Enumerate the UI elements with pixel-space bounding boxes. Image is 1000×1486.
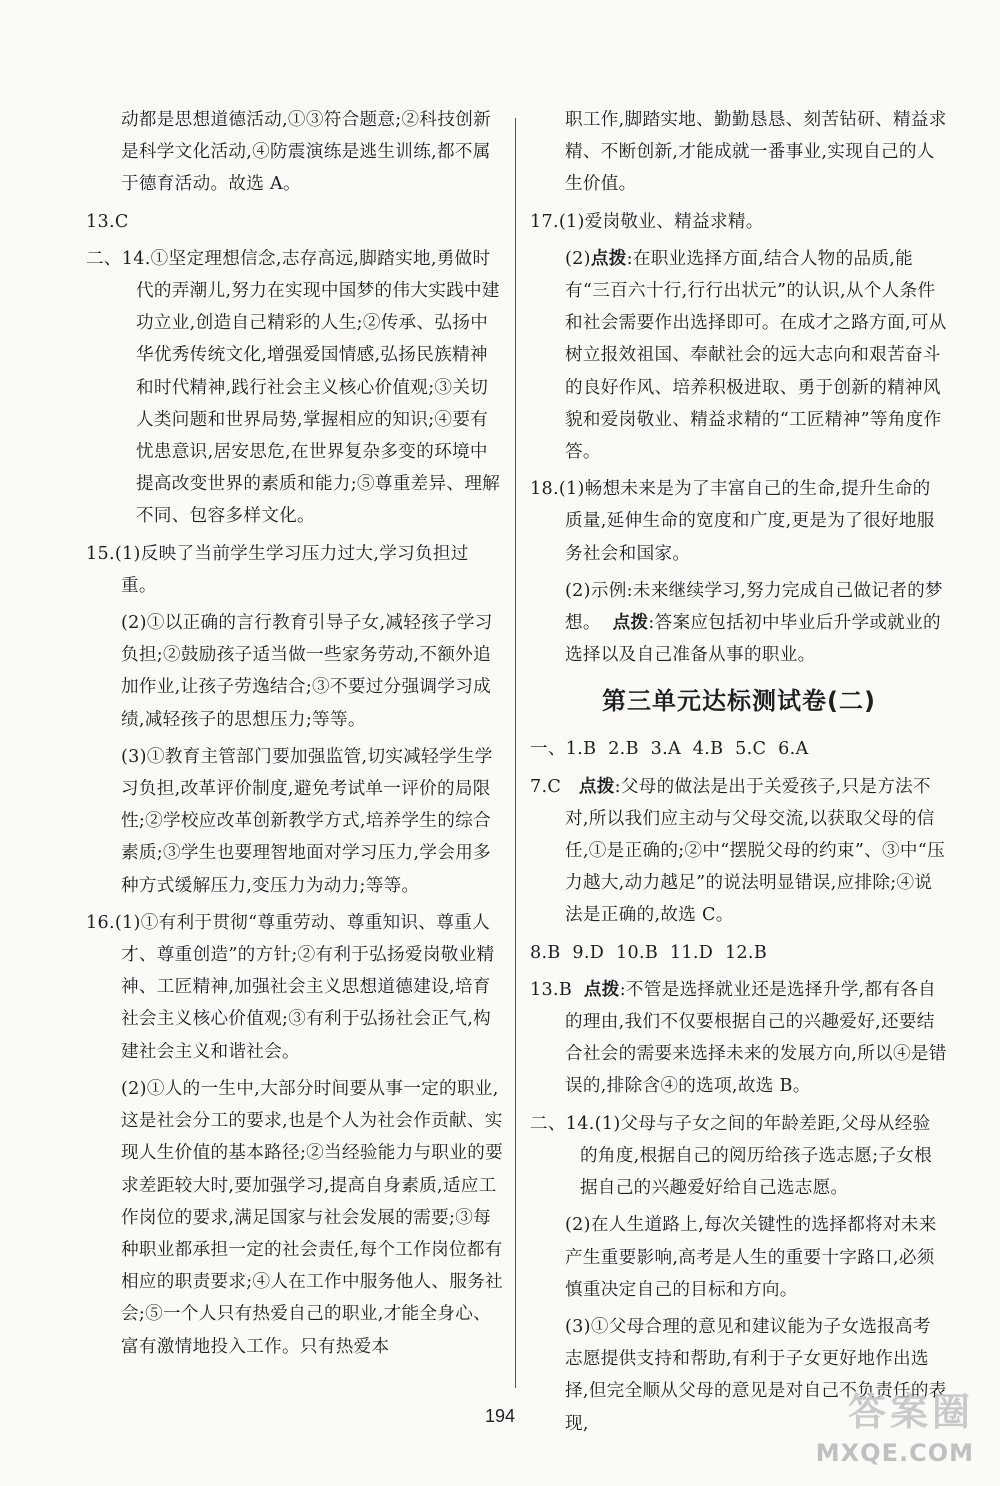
hint-label: 点拨 — [590, 247, 627, 269]
page-number: 194 — [484, 1406, 516, 1426]
answer-continuation: 动都是思想道德活动,①③符合题意;②科技创新是科学文化活动,④防震演练是逃生训练,都不属于德育活动。故选 A。 — [121, 110, 491, 195]
answer-16-1: 16.(1)①有利于贯彻“尊重劳动、尊重知识、尊重人才、尊重创造”的方针;②有利于弘扬爱岗敬业精神、工匠精神,加强社会主义思想道德建设,培育社会主义核心价值观;③有利于弘扬社会正气,构建社会主义和谐社会。 — [86, 912, 495, 1062]
answer-13: 13.C — [86, 211, 129, 232]
answer-17-2 — [530, 243, 948, 468]
answer-14: 二、14.①坚定理想信念,志存高远,脚踏实地,勇做时代的弄潮儿,努力在实现中国梦的伟大实践中建功立业,创造自己精彩的人生;②传承、弘扬中华优秀传统文化,增强爱国情感,弘扬民族精神和时代精神,践行社会主义核心价值观;③关切人类问题和世界局势,掌握相应的知识;④要有忧患意识,居安思危,在世界复杂多变的环境中提高改变世界的素质和能力;⑤尊重差异、理解不同、包容多样文化。 — [86, 248, 501, 527]
answer-15-1: 15.(1)反映了当前学生学习压力过大,学习负担过重。 — [86, 543, 469, 596]
answer-7 — [530, 771, 948, 932]
answer-13-num: 13.B — [530, 979, 573, 1000]
answer-18-2-tail: :答案应包括初中毕业后升学或就业的选择以及自己准备从事的职业。 — [565, 613, 941, 666]
answer-15-3: (3)①教育主管部门要加强监管,切实减轻学生学习负担,改革评价制度,避免考试单一评价的局限性;②学校应改革创新教学方式,培养学生的综合素质;③学生也要理智地面对学习压力,学会用多种方式缓解压力,变压力为动力;等等。 — [121, 746, 493, 896]
answer-17-2-text: :在职业选择方面,结合人物的品质,能有“三百六十行,行行出状元”的认识,从个人条件和社会需要作出选择即可。在成才之路方面,可从树立报效祖国、奉献社会的远大志向和艰苦奋斗的良好作风、培养积极进取、勇于创新的精神风貌和爱岗敬业、精益求精的“工匠精神”等角度作答。 — [565, 248, 947, 463]
answer-13-text: :不管是选择就业还是选择升学,都有各自的理由,我们不仅要根据自己的兴趣爱好,还要结合社会的需要来选择未来的发展方向,所以④是错误的,排除含④的选项,故选 B。 — [565, 979, 947, 1097]
answer-17-1: 17.(1)爱岗敬业、精益求精。 — [530, 211, 764, 232]
watermark-bottom-text: MXQE.COM — [815, 1439, 974, 1467]
answer-16-2: (2)①人的一生中,大部分时间要从事一定的职业,这是社会分工的要求,也是个人为社会作贡献、实现人生价值的基本路径;②当经验能力与职业的要求差距较大时,要加强学习,提高自身素质,适应工作岗位的要求,满足国家与社会发展的需要;③每种职业都承担一定的社会责任,每个工作岗位都有相应的职责要求;④人在工作中服务他人、服务社会;⑤一个人只有热爱自己的职业,才能全身心、富有激情地投入工作。只有热爱本 — [121, 1078, 503, 1357]
left-column — [86, 104, 504, 1368]
watermark-top-text: 答案圈 — [847, 1390, 974, 1434]
hint-label: 点拨 — [583, 978, 620, 1000]
answers-1-6: 一、1.B 2.B 3.A 4.B 5.C 6.A — [530, 739, 809, 760]
answer-7-num: 7.C — [530, 776, 562, 797]
answer-14-3-right: (3)①父母合理的意见和建议能为子女选报高考志愿提供支持和帮助,有利于子女更好地作出选择,但完全顺从父母的意见是对自己不负责任的表现, — [565, 1316, 947, 1434]
section-title: 第三单元达标测试卷(二) — [602, 687, 876, 716]
answer-18-1: 18.(1)畅想未来是为了丰富自己的生命,提升生命的质量,延伸生命的宽度和广度,更是为了很好地服务社会和国家。 — [530, 479, 935, 564]
answer-7-text: :父母的做法是出于关爱孩子,只是方法不对,所以我们应主动与父母交流,以获取父母的信任,①是正确的;②中“摆脱父母的约束”、③中“压力越大,动力越足”的说法明显错误,应排除;④说法是正确的,故选 C。 — [565, 776, 945, 926]
answers-8-12: 8.B 9.D 10.B 11.D 12.B — [530, 942, 768, 963]
watermark-logo — [784, 1390, 974, 1468]
answer-15-2: (2)①以正确的言行教育引导子女,减轻孩子学习负担;②鼓励孩子适当做一些家务劳动,不额外追加作业,让孩子劳逸结合;③不要过分强调学习成绩,减轻孩子的思想压力;等等。 — [121, 613, 493, 730]
hint-label: 点拨 — [578, 775, 615, 797]
right-column — [530, 104, 948, 1445]
answer-18-2-text: (2)示例:未来继续学习,努力完成自己做记者的梦想。 — [565, 580, 943, 634]
answer-14-1-right: 二、14.(1)父母与子女之间的年龄差距,父母从经验的角度,根据自己的阅历给孩子选志愿;子女根据自己的兴趣爱好给自己选志愿。 — [530, 1113, 933, 1199]
answer-17-2-label: (2) — [565, 248, 591, 269]
answer-continuation-right: 职工作,脚踏实地、勤勤恳恳、刻苦钻研、精益求精、不断创新,才能成就一番事业,实现自己的人生价值。 — [565, 110, 947, 195]
answer-13-right — [530, 974, 948, 1103]
answer-14-2-right: (2)在人生道路上,每次关键性的选择都将对未来产生重要影响,高考是人生的重要十字路口,必须慎重决定自己的目标和方向。 — [565, 1215, 937, 1300]
answer-18-2 — [530, 575, 948, 672]
hint-label: 点拨 — [612, 612, 649, 634]
column-divider — [515, 118, 516, 1388]
